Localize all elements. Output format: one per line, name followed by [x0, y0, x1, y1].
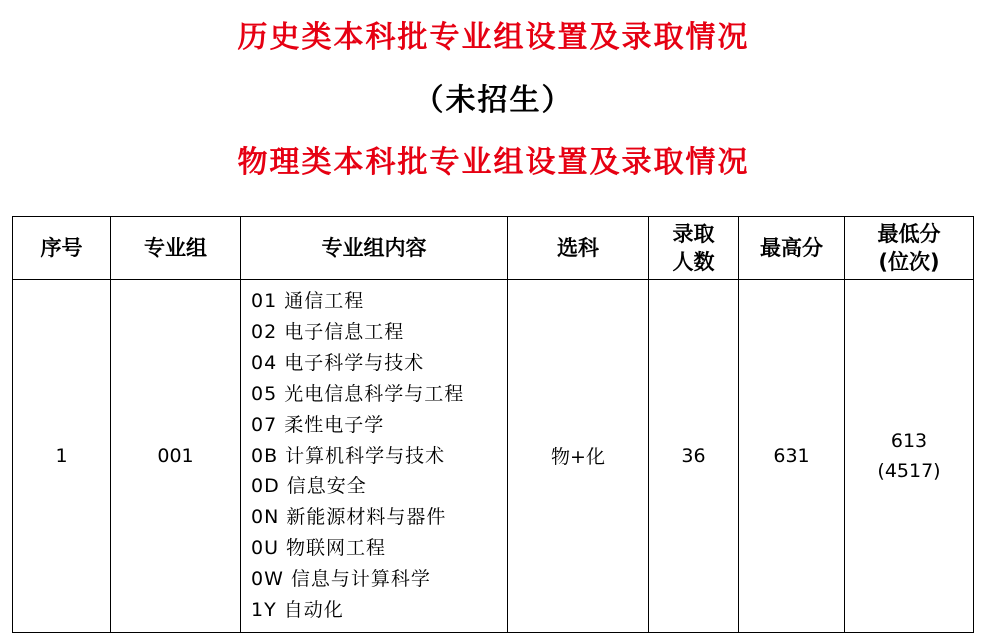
cell-highest: 631 [739, 280, 845, 633]
major-item: 0D 信息安全 [251, 475, 367, 498]
header-subjects: 选科 [508, 217, 649, 280]
major-item: 04 电子科学与技术 [251, 351, 425, 374]
not-enrolled-note: （未招生） [413, 83, 574, 118]
physics-section-title: 物理类本科批专业组设置及录取情况 [237, 145, 750, 180]
cell-subjects: 物+化 [508, 280, 649, 633]
header-content: 专业组内容 [241, 217, 508, 280]
major-item: 05 光电信息科学与工程 [251, 382, 465, 405]
cell-majors [241, 280, 508, 633]
cell-index: 1 [13, 280, 111, 633]
cell-group: 001 [111, 280, 241, 633]
history-section-title: 历史类本科批专业组设置及录取情况 [237, 20, 750, 55]
header-admitted-line1: 录取 [672, 222, 715, 246]
header-highest: 最高分 [739, 217, 845, 280]
major-item: 0B 计算机科学与技术 [251, 444, 446, 467]
cell-admitted: 36 [649, 280, 739, 633]
major-item: 0U 物联网工程 [251, 537, 387, 560]
table-row [13, 280, 974, 633]
header-lowest-line2: (位次) [878, 250, 940, 274]
lowest-score: 613 [890, 429, 928, 452]
header-group: 专业组 [111, 217, 241, 280]
header-row [13, 217, 974, 280]
major-item: 0W 信息与计算科学 [251, 568, 431, 591]
lowest-rank: (4517) [877, 459, 941, 482]
cell-lowest [845, 280, 974, 633]
header-index: 序号 [13, 217, 111, 280]
major-item: 02 电子信息工程 [251, 320, 405, 343]
header-admitted-line2: 人数 [672, 250, 715, 274]
major-item: 07 柔性电子学 [251, 413, 385, 436]
major-item: 1Y 自动化 [251, 599, 344, 622]
admission-table [12, 216, 974, 633]
major-item: 0N 新能源材料与器件 [251, 506, 447, 529]
header-lowest [845, 217, 974, 280]
header-admitted [649, 217, 739, 280]
header-lowest-line1: 最低分 [877, 222, 941, 246]
major-item: 01 通信工程 [251, 290, 365, 312]
